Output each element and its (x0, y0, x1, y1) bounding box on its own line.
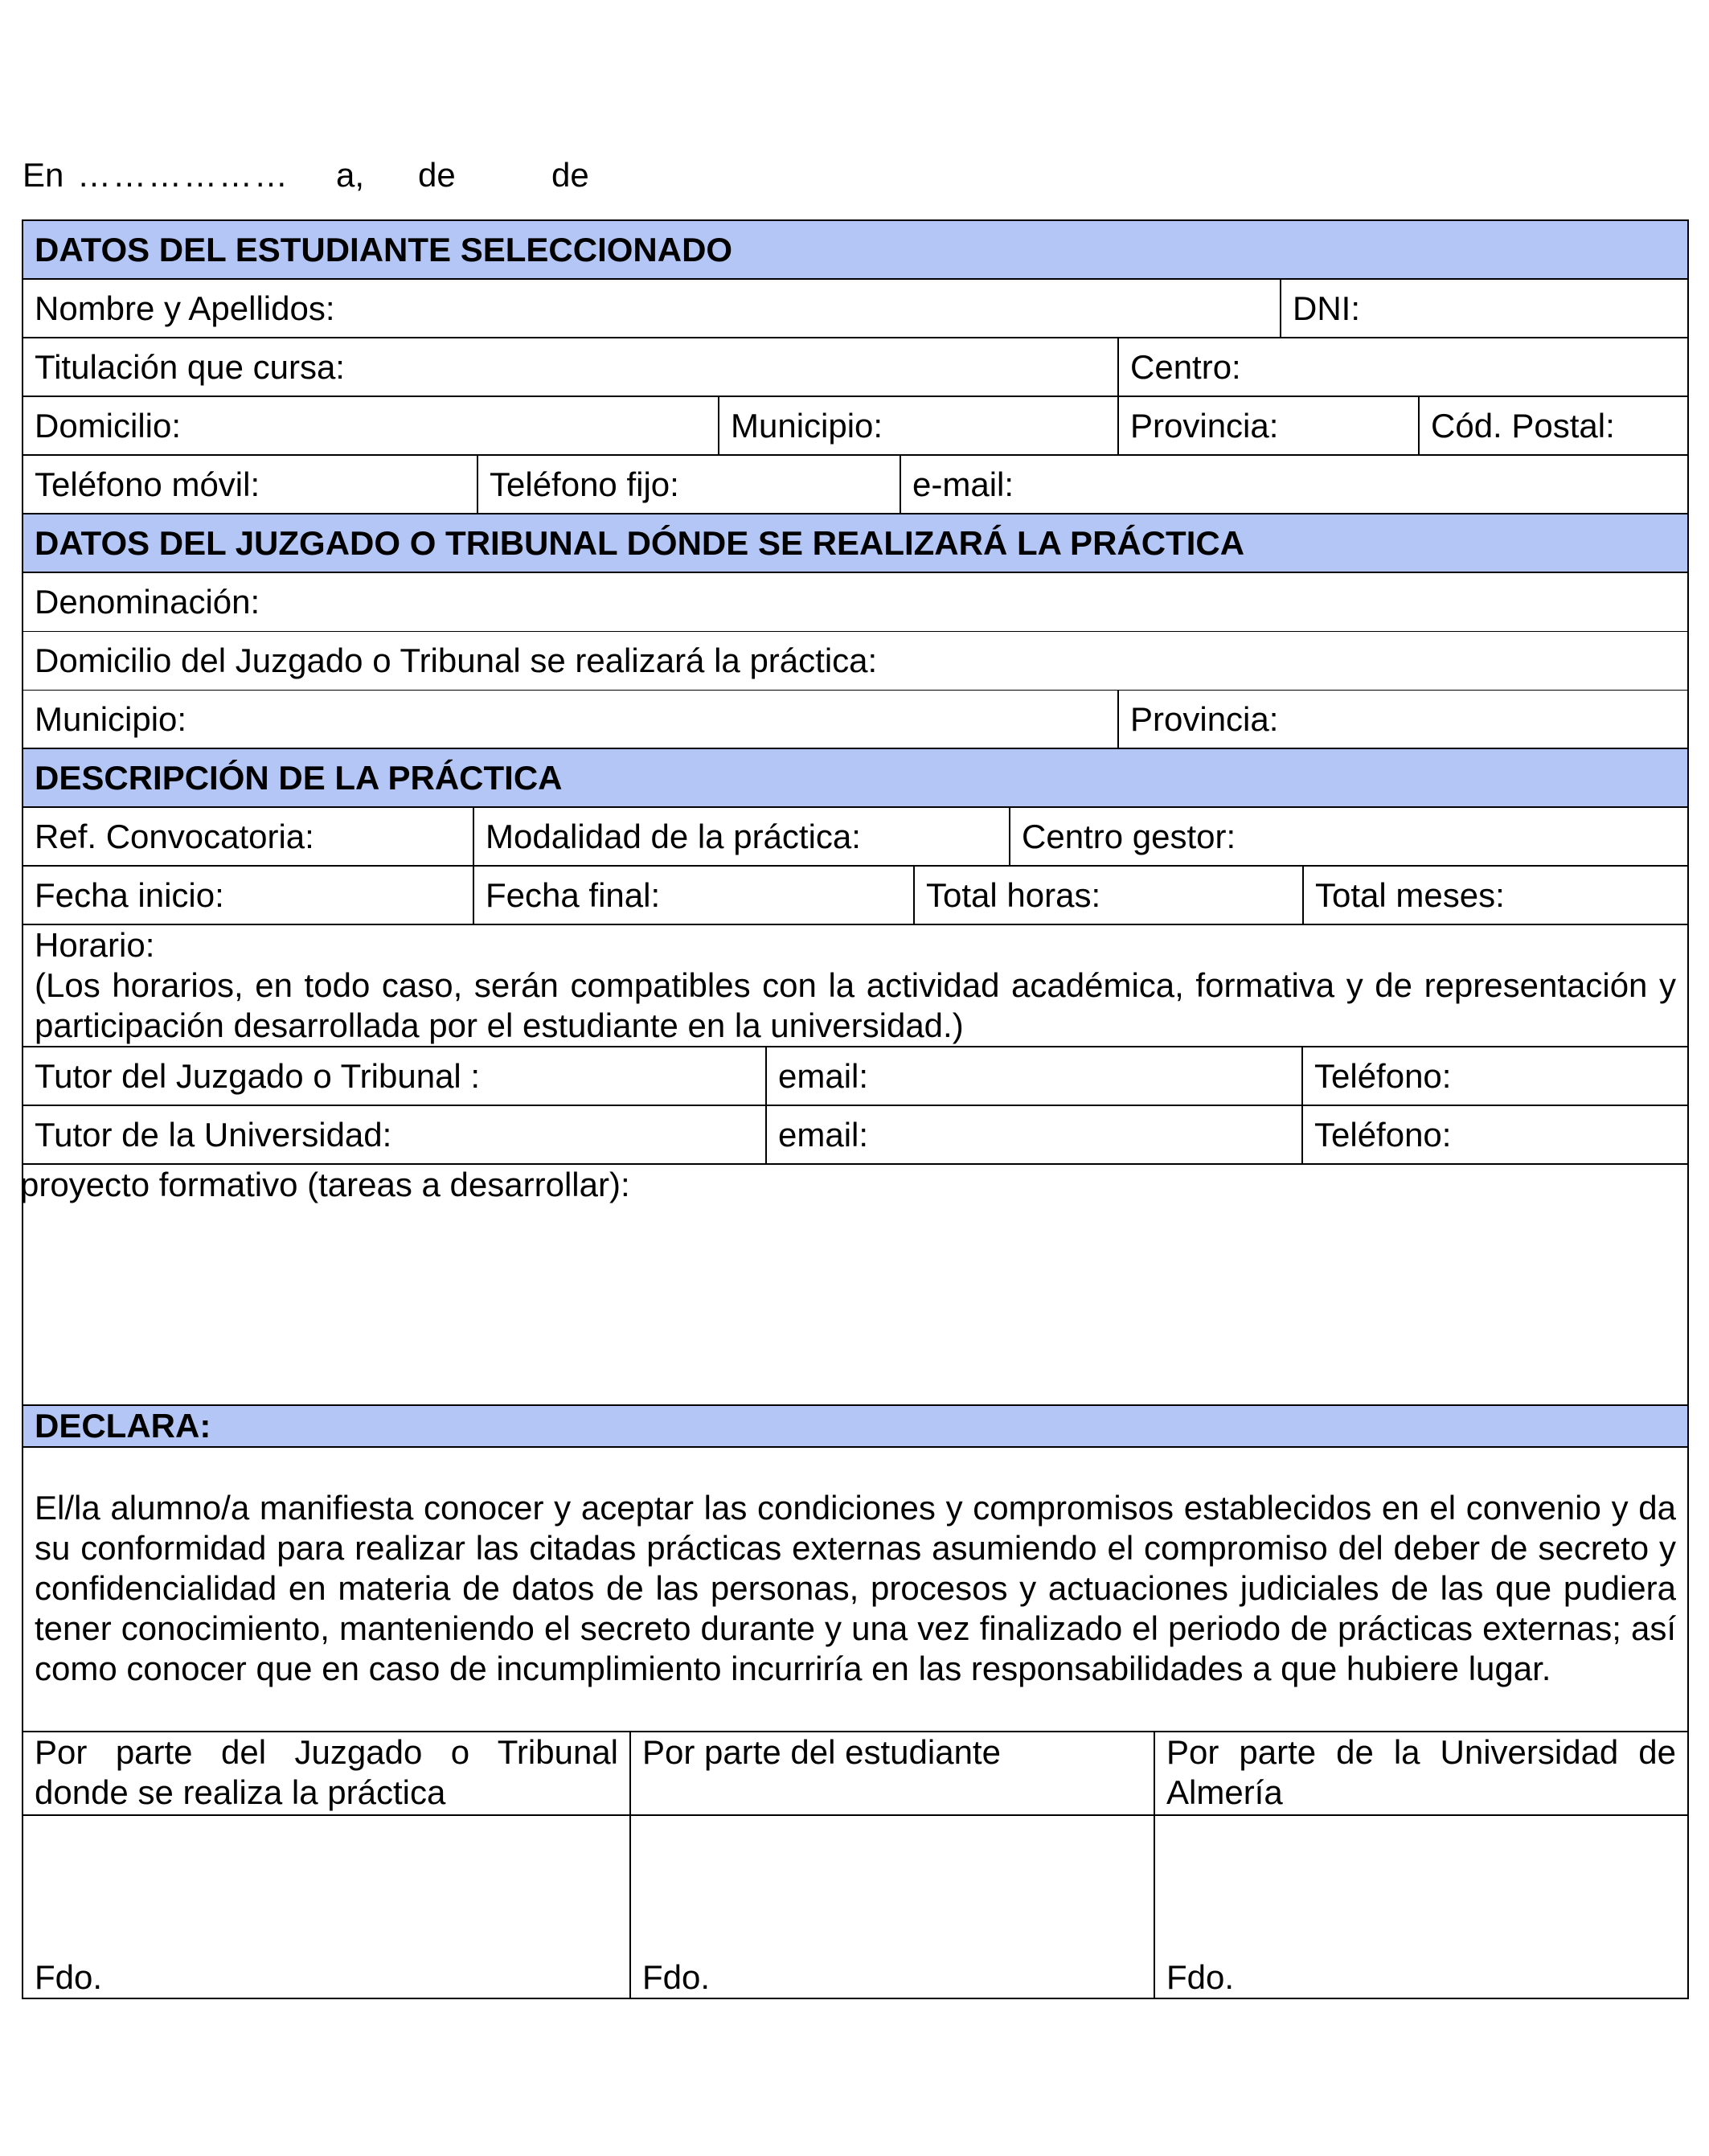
horario-label: Horario: (35, 926, 155, 964)
field-telefono-movil[interactable]: Teléfono móvil: (35, 465, 260, 503)
field-tutor-juzgado-email[interactable]: email: (765, 1047, 1301, 1105)
date-de-2: de (551, 156, 589, 194)
row-nombre (23, 280, 1687, 338)
field-domicilio-juzgado[interactable]: Domicilio del Juzgado o Tribunal se realizará la práctica: (35, 641, 878, 679)
row-denominacion (23, 573, 1687, 632)
section-student-title: DATOS DEL ESTUDIANTE SELECCIONADO (35, 230, 733, 268)
section-declara-header (23, 1406, 1687, 1448)
section-declara-title: DECLARA: (35, 1407, 211, 1445)
row-domicilio-juzgado (23, 632, 1687, 691)
field-domicilio[interactable]: Domicilio: (35, 406, 182, 445)
field-proyecto[interactable] (20, 1165, 1687, 1404)
signature-box-estudiante[interactable] (629, 1816, 1154, 1998)
section-practice-header (23, 749, 1687, 808)
row-domicilio (23, 397, 1687, 456)
date-de-1: de (418, 156, 456, 194)
field-email[interactable]: e-mail: (900, 456, 1687, 513)
field-titulacion[interactable]: Titulación que cursa: (35, 347, 345, 386)
row-horario (23, 925, 1687, 1047)
field-tutor-juzgado[interactable]: Tutor del Juzgado o Tribunal : (35, 1056, 481, 1095)
section-court-title: DATOS DEL JUZGADO O TRIBUNAL DÓNDE SE REALIZARÁ LA PRÁCTICA (35, 523, 1245, 562)
field-centro[interactable]: Centro: (1117, 338, 1687, 396)
field-fecha-final[interactable]: Fecha final: (473, 867, 913, 924)
field-nombre[interactable]: Nombre y Apellidos: (35, 289, 335, 327)
field-modalidad[interactable]: Modalidad de la práctica: (473, 808, 1009, 865)
fdo-juzgado: Fdo. (35, 1958, 103, 1996)
row-convocatoria (23, 808, 1687, 867)
field-provincia-juzgado[interactable]: Provincia: (1117, 691, 1687, 748)
horario-nota: (Los horarios, en todo caso, serán compatibles con la actividad académica, formativa y de representación y participación desarrollada por el estudiante en la universidad.) (35, 966, 1676, 1044)
section-court-header (23, 514, 1687, 573)
field-provincia[interactable]: Provincia: (1117, 397, 1418, 454)
field-total-meses[interactable]: Total meses: (1302, 867, 1687, 924)
field-total-horas[interactable]: Total horas: (913, 867, 1302, 924)
field-tutor-universidad-email[interactable]: email: (765, 1106, 1301, 1163)
fdo-universidad: Fdo. (1166, 1958, 1235, 1996)
row-tutor-juzgado (23, 1047, 1687, 1106)
date-line (23, 153, 589, 198)
field-centro-gestor[interactable]: Centro gestor: (1009, 808, 1687, 865)
field-tutor-juzgado-telefono[interactable]: Teléfono: (1301, 1047, 1687, 1105)
field-tutor-universidad-telefono[interactable]: Teléfono: (1301, 1106, 1687, 1163)
section-student-header (23, 221, 1687, 280)
field-cod-postal[interactable]: Cód. Postal: (1418, 397, 1687, 454)
proyecto-label: proyecto formativo (tareas a desarrollar): (20, 1166, 630, 1203)
field-denominacion[interactable]: Denominación: (35, 583, 260, 621)
row-proyecto (20, 1165, 1687, 1406)
field-fecha-inicio[interactable]: Fecha inicio: (35, 875, 224, 914)
field-dni[interactable]: DNI: (1280, 280, 1687, 337)
row-signature-boxes (23, 1816, 1687, 1998)
signature-box-universidad[interactable] (1154, 1816, 1687, 1998)
fdo-estudiante: Fdo. (642, 1958, 711, 1996)
field-horario[interactable] (23, 925, 1687, 1046)
field-tutor-universidad[interactable]: Tutor de la Universidad: (35, 1115, 392, 1154)
signature-label-juzgado: Por parte del Juzgado o Tribunal donde se realiza la práctica (35, 1733, 618, 1811)
row-tutor-universidad (23, 1106, 1687, 1165)
date-place-dots: ……………… (77, 156, 289, 194)
field-ref-convocatoria[interactable]: Ref. Convocatoria: (35, 817, 314, 855)
row-declara-text (23, 1448, 1687, 1732)
field-municipio-juzgado[interactable]: Municipio: (35, 699, 187, 738)
practice-form (22, 219, 1689, 1999)
field-municipio[interactable]: Municipio: (718, 397, 1117, 454)
row-signature-labels (23, 1732, 1687, 1816)
date-en: En (23, 156, 64, 194)
field-telefono-fijo[interactable]: Teléfono fijo: (477, 456, 900, 513)
row-titulacion (23, 338, 1687, 397)
row-municipio-juzgado (23, 691, 1687, 749)
signature-label-universidad: Por parte de la Universidad de Almería (1154, 1732, 1687, 1814)
section-practice-title: DESCRIPCIÓN DE LA PRÁCTICA (35, 758, 563, 797)
declara-text: El/la alumno/a manifiesta conocer y aceptar las condiciones y compromisos establecidos en el convenio y da su conformidad para realizar las citadas prácticas externas asumiendo el compromiso del deber de secreto y confidencialidad en materia de datos de las personas, procesos y actuaciones judiciales de las que pudiera tener conocimiento, manteniendo el secreto durante y una vez finalizado el periodo de prácticas externas; así como conocer que en caso de incumplimiento incurriría en las responsabilidades a que hubiere lugar. (35, 1489, 1676, 1687)
signature-label-estudiante: Por parte del estudiante (629, 1732, 1154, 1814)
date-a: a, (336, 156, 365, 194)
row-fechas (23, 867, 1687, 925)
row-telefonos (23, 456, 1687, 514)
signature-box-juzgado[interactable] (23, 1816, 629, 1998)
